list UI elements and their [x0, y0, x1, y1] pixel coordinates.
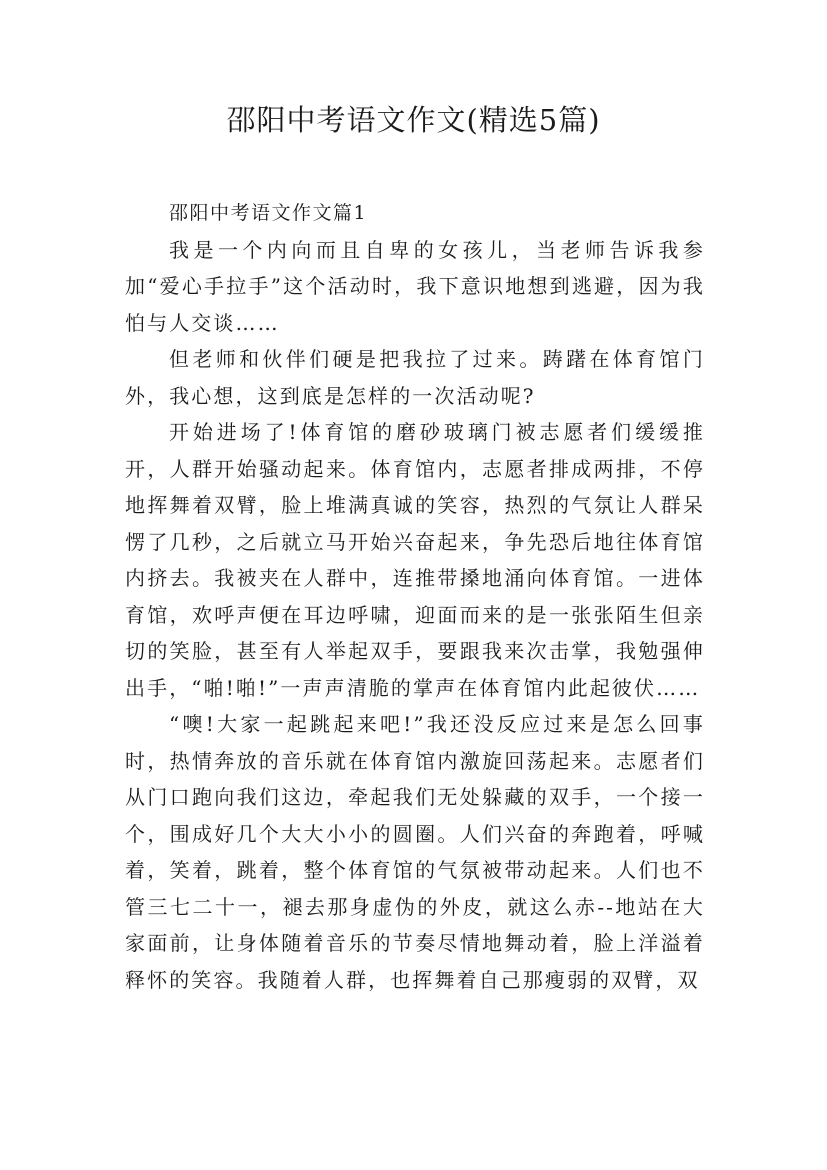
document-title: 邵阳中考语文作文(精选5篇) — [226, 103, 601, 137]
paragraph-3: 开始进场了!体育馆的磨砂玻璃门被志愿者们缓缓推开，人群开始骚动起来。体育馆内，志愿者排成两排，不停地挥舞着双臂，脸上堆满真诚的笑容，热烈的气氛让人群呆愣了几秒，之后就立马开始兴奋起来，争先恐后地往体育馆内挤去。我被夹在人群中，连推带搡地涌向体育馆。一进体育馆，欢呼声便在耳边呼啸，迎面而来的是一张张陌生但亲切的笑脸，甚至有人举起双手，要跟我来次击掌，我勉强伸出手，“啪!啪!”一声声清脆的掌声在体育馆内此起彼伏…… — [125, 420, 705, 700]
paragraph-1: 我是一个内向而且自卑的女孩儿，当老师告诉我参加“爱心手拉手”这个活动时，我下意识地想到逃避，因为我怕与人交谈…… — [125, 237, 705, 335]
section-heading: 邵阳中考语文作文篇1 — [169, 202, 368, 224]
document-body — [125, 195, 705, 998]
paragraph-4: “噢!大家一起跳起来吧!”我还没反应过来是怎么回事时，热情奔放的音乐就在体育馆内激旋回荡起来。志愿者们从门口跑向我们这边，牵起我们无处躲藏的双手，一个接一个，围成好几个大大小小的圆圈。人们兴奋的奔跑着，呼喊着，笑着，跳着，整个体育馆的气氛被带动起来。人们也不管三七二十一，褪去那身虚伪的外皮，就这么赤--地站在大家面前，让身体随着音乐的节奏尽情地舞动着，脸上洋溢着释怀的笑容。我随着人群，也挥舞着自己那瘦弱的双臂，双 — [125, 712, 705, 992]
paragraph-2: 但老师和伙伴们硬是把我拉了过来。踌躇在体育馆门外，我心想，这到底是怎样的一次活动呢? — [125, 347, 705, 408]
